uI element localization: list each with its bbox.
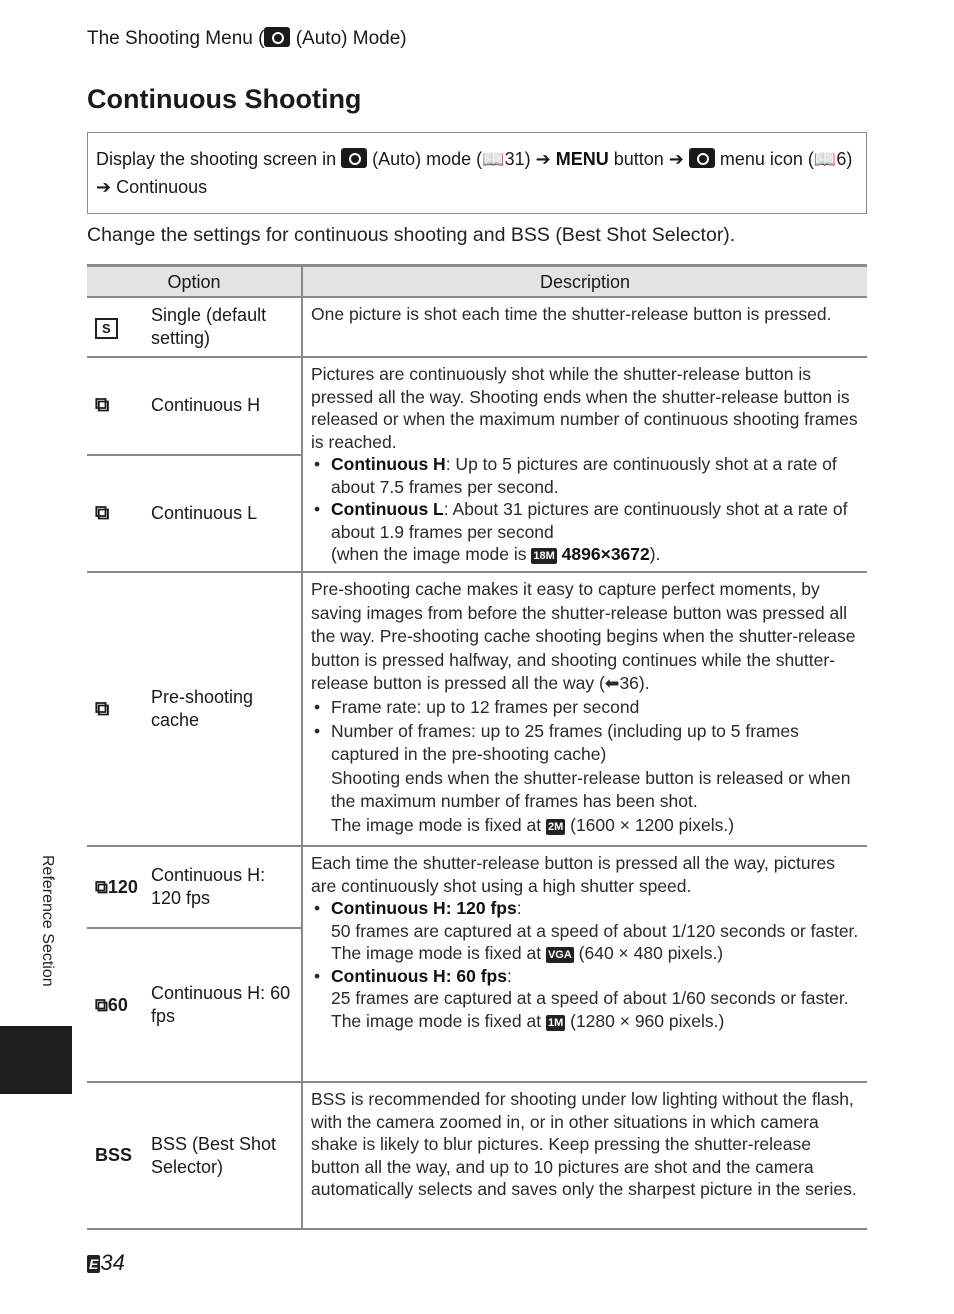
table-row: [87, 573, 867, 847]
list-item: • Continuous L: About 31 pictures are continuously shot at a rate of about 1.9 frames per second (when the image mode is 18M 4896×3672).: [311, 498, 859, 566]
section-tab-label: Reference Section: [39, 855, 56, 987]
option-label: Single (default setting): [151, 305, 267, 348]
image-mode-2m-icon: 2M: [547, 820, 564, 833]
image-mode-vga-icon: VGA: [547, 949, 572, 961]
list-item: • Continuous H: Up to 5 pictures are continuously shot at a rate of about 7.5 frames per second.: [311, 453, 859, 498]
option-description: BSS is recommended for shooting under low lighting without the flash, with the camera zoomed in, or in other situations in which camera shake is likely to blur pictures. Keep pressing the shutter-release button all the way, and up to 10 pictures are shot and the camera automatically selects and saves only the sharpest picture in the series.: [311, 1089, 857, 1199]
intro-text: Change the settings for continuous shooting and BSS (Best Shot Selector).: [87, 224, 736, 246]
page-title: Continuous Shooting: [87, 84, 362, 114]
option-description: One picture is shot each time the shutter-release button is pressed.: [311, 304, 832, 324]
option-label: BSS (Best Shot Selector): [151, 1133, 277, 1177]
option-label: Continuous H: [151, 395, 261, 416]
reference-section-icon: E: [89, 1256, 99, 1272]
image-mode-18m-icon: 18M: [533, 550, 555, 562]
single-shot-icon: S: [95, 318, 118, 339]
table-row: [87, 298, 867, 358]
list-item: • Number of frames: up to 25 frames (including up to 5 frames captured in the pre-shooting cache): [311, 720, 859, 767]
continuous-h-icon: ⧉: [95, 394, 110, 417]
book-icon: 📖: [482, 149, 505, 169]
page-number: E34: [89, 1250, 125, 1275]
section-tab-marker: [0, 1026, 72, 1094]
camera-icon: [689, 148, 715, 168]
reference-icon: ⬅: [604, 673, 620, 694]
continuous-l-icon: ⧉: [95, 501, 110, 524]
option-description: Pre-shooting cache makes it easy to capture perfect moments, by saving images from before the shutter-release button was pressed all the way. Pre-shooting cache shooting begins when the shutter-release button is pressed halfway, and shooting continues while the shutter-release button is pressed all the way (⬅36). • Frame rate: up to 12 frames per second • Number of frames: up to 25 frames (including up to 5 frames captured in the pre-shooting cache) Shooting ends when the shutter-release button is released or when the maximum number of frames has been shot. The image mode is fixed at 2M (1600 × 1200 pixels.): [303, 573, 867, 845]
list-item: • Frame rate: up to 12 frames per second: [311, 696, 859, 720]
column-header-description: Description: [539, 272, 631, 292]
bss-icon: BSS: [95, 1145, 133, 1165]
option-label: Continuous H: 120 fps: [151, 865, 266, 908]
running-header: The Shooting Menu ( (Auto) Mode): [87, 28, 407, 49]
table-header: [87, 264, 867, 298]
table-row: [87, 847, 867, 1083]
navigation-instructions: Display the shooting screen in (Auto) mode (📖31) ➔ MENU button ➔ menu icon (📖6) ➔ Continuous: [87, 132, 867, 214]
option-label: Continuous H: 60 fps: [151, 983, 291, 1026]
image-mode-1m-icon: 1M: [547, 1016, 564, 1029]
continuous-h-120-icon: ⧉120: [95, 876, 138, 897]
list-item: • Continuous H: 60 fps:: [311, 965, 859, 988]
pre-shooting-cache-icon: ⧉: [95, 697, 110, 720]
table-row: [87, 358, 867, 573]
continuous-h-60-icon: ⧉60: [95, 994, 128, 1015]
list-item: • Continuous H: 120 fps:: [311, 897, 859, 920]
option-label: Pre-shooting cache: [151, 687, 254, 730]
options-table: [87, 264, 867, 1230]
table-row: [87, 1083, 867, 1230]
menu-button-label: MENU: [555, 149, 609, 169]
camera-icon: [264, 27, 290, 47]
option-description: Each time the shutter-release button is pressed all the way, pictures are continuously shot using a high shutter speed. • Continuous H: 120 fps: 50 frames are captured at a speed of about 1/120 seconds or faster. The image mode is fixed at VGA (640 × 480 pixels.) • Continuous H: 60 fps: 25 frames are captured at a speed of about 1/60 seconds or faster. The image mode is fixed at 1M (1280 × 960 pixels.): [303, 847, 867, 1081]
column-header-option: Option: [87, 267, 303, 296]
option-description: Pictures are continuously shot while the shutter-release button is pressed all the way. Shooting ends when the shutter-release button is released or when the maximum number of continuous shooting frames is reached. • Continuous H: Up to 5 pictures are continuously shot at a rate of about 7.5 frames per second. • Continuous L: About 31 pictures are continuously shot at a rate of about 1.9 frames per second (when the image mode is 18M 4896×3672).: [303, 358, 867, 571]
camera-icon: [341, 148, 367, 168]
option-label: Continuous L: [151, 502, 258, 523]
book-icon: 📖: [813, 149, 837, 169]
